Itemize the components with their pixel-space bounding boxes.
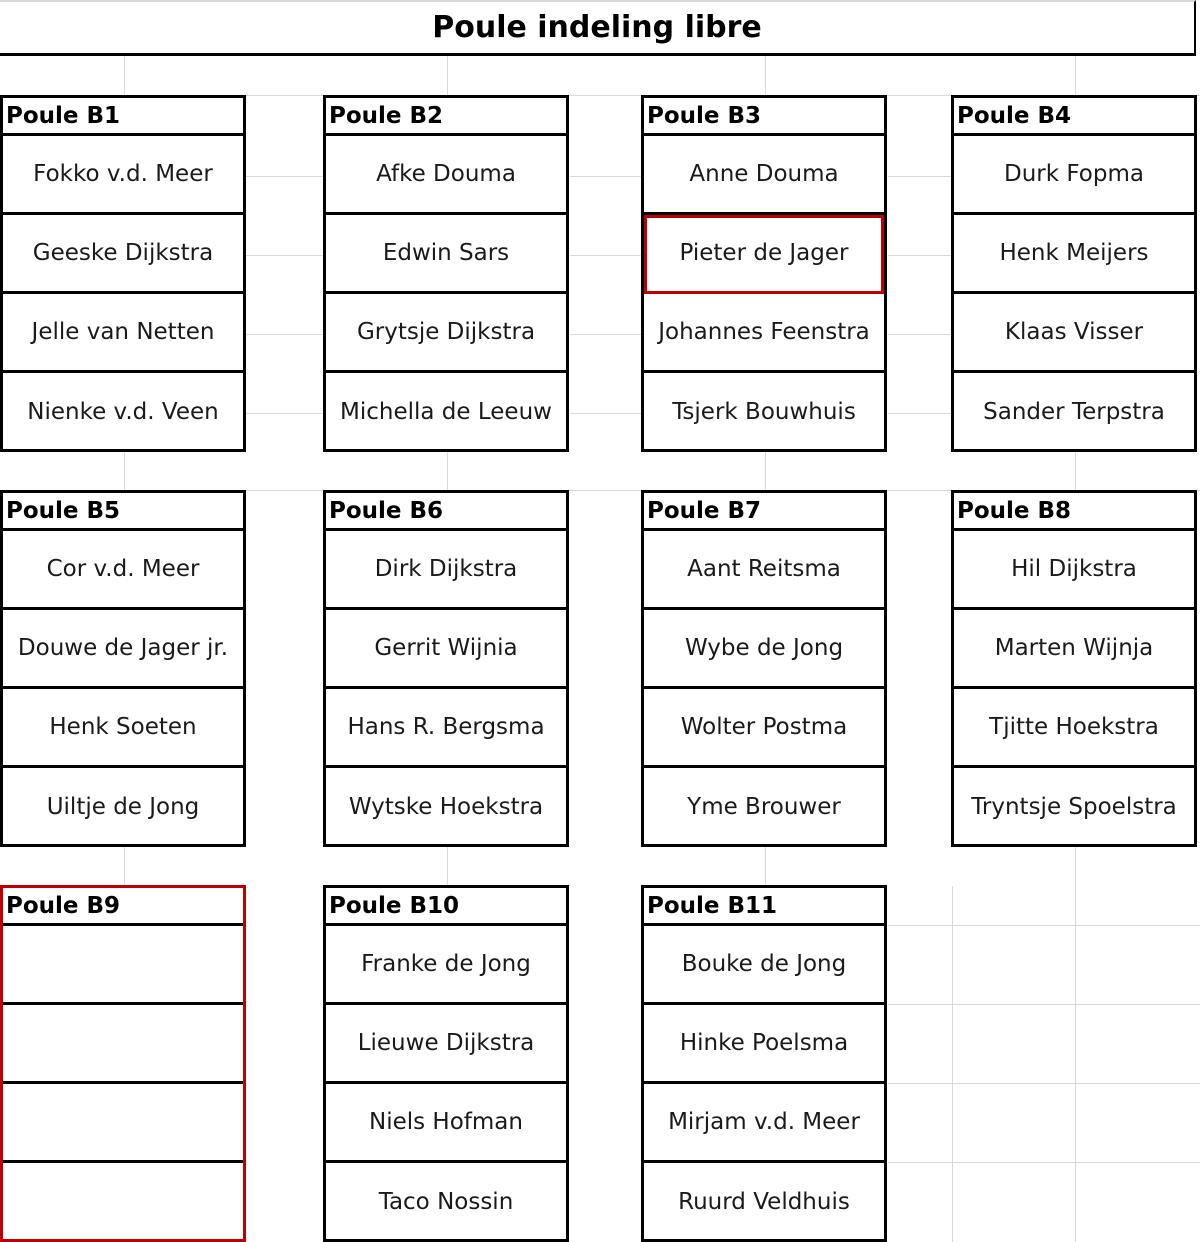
player-cell[interactable]: Geeske Dijkstra [3,215,243,294]
player-cell[interactable] [3,926,243,1005]
player-cell[interactable] [3,1084,243,1163]
pool-b2 [323,95,569,452]
pool-b1 [0,95,246,452]
pool-header[interactable]: Poule B8 [954,493,1194,531]
player-cell[interactable]: Henk Meijers [954,215,1194,294]
player-cell[interactable]: Lieuwe Dijkstra [326,1005,566,1084]
pool-header[interactable]: Poule B2 [326,98,566,136]
player-cell[interactable]: Ruurd Veldhuis [678,1189,850,1215]
player-cell[interactable]: Aant Reitsma [644,531,884,610]
player-cell[interactable]: Niels Hofman [326,1084,566,1163]
player-cell[interactable]: Nienke v.d. Veen [27,399,219,425]
pool-b4 [951,95,1197,452]
pool-b7 [641,490,887,847]
player-cell[interactable] [3,1005,243,1084]
player-cell[interactable]: Edwin Sars [326,215,566,294]
player-cell[interactable]: Anne Douma [644,136,884,215]
pool-header[interactable]: Poule B10 [326,888,566,926]
pool-header[interactable]: Poule B3 [644,98,884,136]
player-cell[interactable]: Johannes Feenstra [644,294,884,373]
player-cell[interactable] [3,1163,243,1241]
player-cell[interactable]: Mirjam v.d. Meer [644,1084,884,1163]
player-cell[interactable]: Tjitte Hoekstra [954,689,1194,768]
pool-header[interactable]: Poule B6 [326,493,566,531]
player-cell[interactable]: Gerrit Wijnia [326,610,566,689]
player-cell[interactable]: Wolter Postma [644,689,884,768]
pool-header[interactable]: Poule B7 [644,493,884,531]
player-cell[interactable]: Wytske Hoekstra [348,794,544,820]
selected-player-cell[interactable]: Pieter de Jager [644,215,884,294]
player-cell[interactable]: Taco Nossin [378,1189,514,1215]
player-cell[interactable]: Grytsje Dijkstra [326,294,566,373]
pool-header[interactable]: Poule B9 [3,888,243,926]
player-cell[interactable]: Tryntsje Spoelstra [971,794,1177,820]
player-cell[interactable]: Dirk Dijkstra [326,531,566,610]
player-cell[interactable]: Fokko v.d. Meer [3,136,243,215]
player-cell[interactable]: Marten Wijnja [954,610,1194,689]
pool-b10 [323,885,569,1242]
player-cell[interactable]: Hinke Poelsma [644,1005,884,1084]
player-cell[interactable]: Jelle van Netten [3,294,243,373]
pool-b8 [951,490,1197,847]
pool-b11 [641,885,887,1242]
pool-b9 [0,885,246,1242]
player-cell[interactable]: Franke de Jong [326,926,566,1005]
player-cell[interactable]: Bouke de Jong [644,926,884,1005]
pool-header[interactable]: Poule B5 [3,493,243,531]
pool-b5 [0,490,246,847]
player-cell[interactable]: Yme Brouwer [687,794,841,820]
sheet-title[interactable]: Poule indeling libre [0,0,1196,56]
pool-header[interactable]: Poule B11 [644,888,884,926]
player-cell[interactable]: Tsjerk Bouwhuis [672,399,856,425]
player-cell[interactable]: Hil Dijkstra [954,531,1194,610]
player-cell[interactable]: Wybe de Jong [644,610,884,689]
player-cell[interactable]: Uiltje de Jong [46,794,200,820]
player-cell[interactable]: Sander Terpstra [983,399,1165,425]
player-cell[interactable]: Cor v.d. Meer [3,531,243,610]
pool-b3 [641,95,887,452]
pool-b6 [323,490,569,847]
player-cell[interactable]: Henk Soeten [3,689,243,768]
player-cell[interactable]: Douwe de Jager jr. [3,610,243,689]
player-cell[interactable]: Afke Douma [326,136,566,215]
player-cell[interactable]: Hans R. Bergsma [326,689,566,768]
player-cell[interactable]: Durk Fopma [954,136,1194,215]
pool-header[interactable]: Poule B4 [954,98,1194,136]
player-cell[interactable]: Michella de Leeuw [340,399,552,425]
pool-header[interactable]: Poule B1 [3,98,243,136]
player-cell[interactable]: Klaas Visser [954,294,1194,373]
